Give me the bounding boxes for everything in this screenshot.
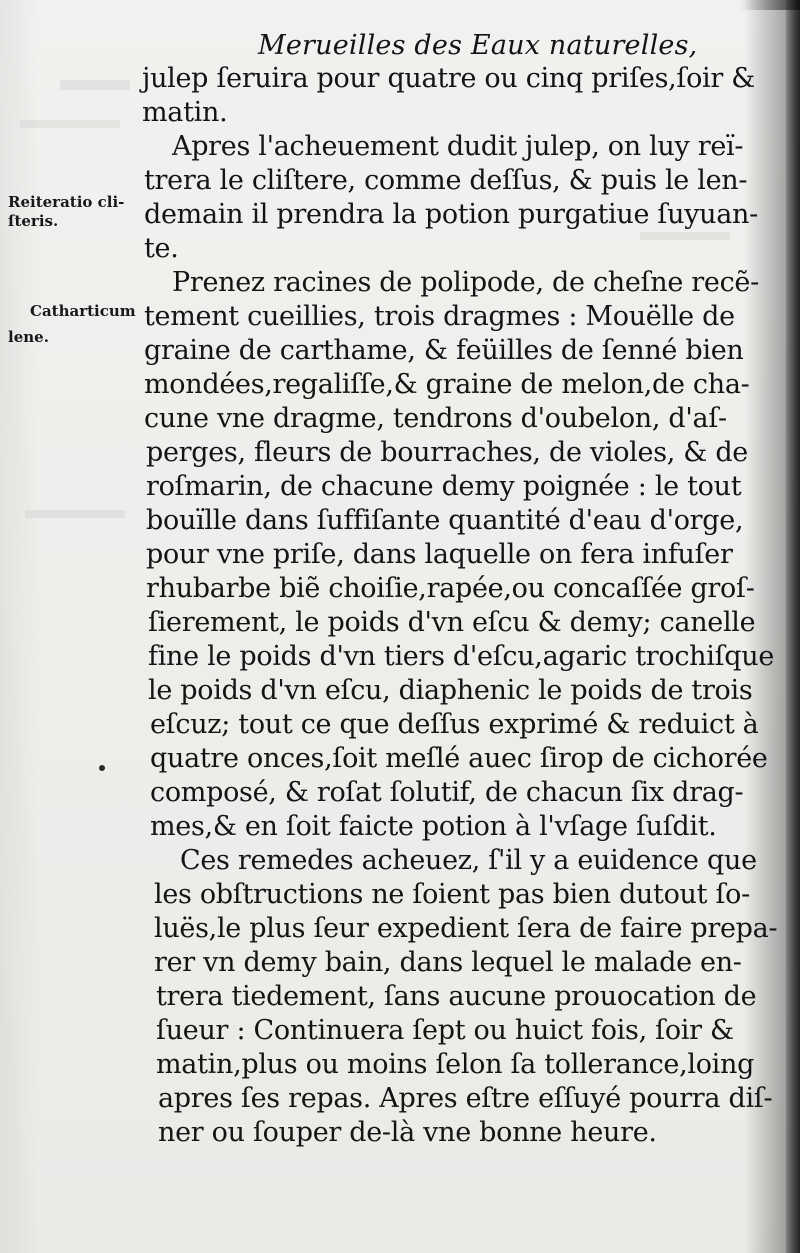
text-line: demain il prendra la potion purgatiue ſuyuan-	[144, 199, 758, 230]
margin-note: Reiteratio cli-	[8, 193, 125, 211]
text-line: trera tiedement, ſans aucune prouocation de	[156, 981, 757, 1012]
margin-note: lene.	[8, 328, 49, 346]
text-line: roſmarin, de chacune demy poignée : le tout	[146, 471, 742, 502]
text-line: te.	[144, 233, 179, 264]
show-through-mark	[60, 80, 130, 90]
text-line: composé, & roſat ſolutif, de chacun ſix drag-	[150, 777, 744, 808]
text-line: pour vne priſe, dans laquelle on fera infuſer	[146, 539, 733, 570]
text-line: matin,plus ou moins ſelon ſa tollerance,loing	[156, 1049, 755, 1080]
text-line: Ces remedes acheuez, ſ'il y a euidence que	[180, 845, 757, 876]
text-line: Prenez racines de polipode, de cheſne recẽ-	[172, 267, 759, 298]
text-line: trera le cliſtere, comme deſſus, & puis le len-	[144, 165, 748, 196]
text-line: cune vne dragme, tendrons d'oubelon, d'aſ-	[144, 403, 727, 434]
text-line: les obſtructions ne ſoient pas bien dutout ſo-	[154, 879, 750, 910]
page-gutter-shadow	[786, 0, 800, 1253]
text-line: rer vn demy bain, dans lequel le malade en-	[154, 947, 742, 978]
margin-note: Catharticum	[30, 302, 136, 320]
text-line: perges, fleurs de bourraches, de violes, & de	[146, 437, 748, 468]
text-line: matin.	[142, 97, 228, 128]
ink-speck	[99, 765, 105, 771]
margin-note: ſteris.	[8, 212, 59, 230]
text-line: eſcuz; tout ce que deſſus exprimé & reduict à	[150, 709, 759, 740]
text-line: luës,le plus ſeur expedient ſera de faire prepa-	[154, 913, 778, 944]
text-line: tement cueillies, trois dragmes : Mouëlle de	[144, 301, 735, 332]
text-line: apres ſes repas. Apres eſtre eſſuyé pourra diſ-	[158, 1083, 773, 1114]
text-line: mondées,regaliſſe,& graine de melon,de cha-	[144, 369, 750, 400]
text-line: ner ou ſouper de-là vne bonne heure.	[158, 1117, 657, 1148]
show-through-mark	[25, 510, 125, 518]
text-line: rhubarbe biẽ choiſie,rapée,ou concaſſée groſ-	[146, 573, 755, 604]
text-line: graine de carthame, & feüilles de ſenné bien	[144, 335, 744, 366]
show-through-mark	[640, 232, 730, 240]
text-line: ſierement, le poids d'vn eſcu & demy; canelle	[148, 607, 756, 638]
show-through-mark	[20, 120, 120, 128]
text-line: le poids d'vn eſcu, diaphenic le poids de trois	[148, 675, 753, 706]
text-line: mes,& en ſoit faicte potion à l'vſage ſuſdit.	[150, 811, 717, 842]
text-line: ſueur : Continuera ſept ou huict fois, ſoir &	[156, 1015, 734, 1046]
text-line: bouïlle dans ſuffiſante quantité d'eau d'orge,	[146, 505, 744, 536]
text-line: julep ſeruira pour quatre ou cinq priſes,ſoir &	[142, 63, 756, 94]
text-line: quatre onces,ſoit meſlé auec ſirop de cichorée	[150, 743, 768, 774]
running-title: Merueilles des Eaux naturelles,	[258, 30, 698, 61]
text-line: Apres l'acheuement dudit julep, on luy reï-	[172, 131, 744, 162]
text-line: fine le poids d'vn tiers d'eſcu,agaric trochiſque	[148, 641, 775, 672]
